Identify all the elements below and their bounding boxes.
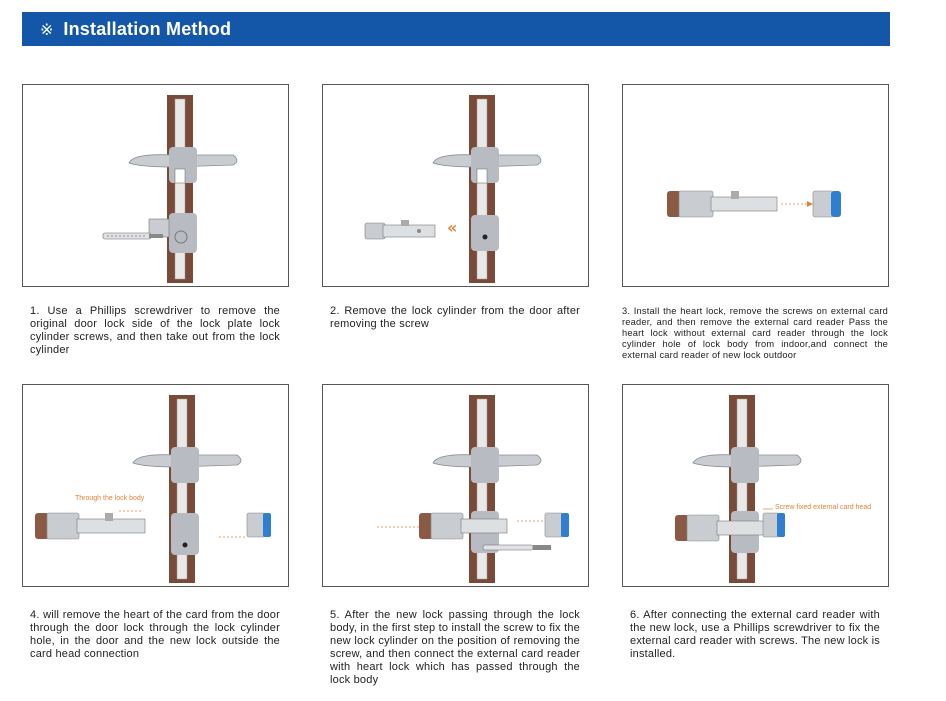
section-header (22, 12, 890, 46)
step-2-caption: 2. Remove the lock cylinder from the door after removing the screw (330, 305, 580, 330)
step-6-caption: 6. After connecting the external card reader with the new lock, use a Phillips screwdriver to fix the external card reader with screws. The new lock is installed. (630, 609, 880, 660)
step-1-caption: 1. Use a Phillips screwdriver to remove the original door lock side of the lock plate lock cylinder screws, and then take out from the lock cylinder (30, 305, 280, 356)
step-1-illustration (22, 84, 289, 287)
page-title: Installation Method (63, 18, 232, 39)
screw-fixed-annotation: Screw fixed external card head (775, 504, 872, 511)
through-lock-body-annotation: Through the lock body (75, 495, 145, 502)
step-2-illustration (322, 84, 589, 287)
step-5-illustration (322, 384, 589, 587)
step-3-illustration (622, 84, 889, 287)
reference-mark-icon: ※ (40, 19, 54, 39)
step-3-caption: 3. Install the heart lock, remove the screws on external card reader, and then remove the external card reader Pass the heart lock without external card reader through the lock cylinder hole of lock body from indoor,and connect the external card reader of new lock outdoor (622, 306, 888, 360)
arrow-left-icon: « (447, 218, 458, 237)
step-5-caption: 5. After the new lock passing through the lock body, in the first step to install the screw to fix the new lock cylinder on the position of removing the screw, and then connect the external card reader with heart lock which has passed through the lock body (330, 609, 580, 686)
step-6-illustration (622, 384, 889, 587)
step-4-illustration (22, 384, 289, 587)
step-4-caption: 4. will remove the heart of the card from the door through the door lock through the lock cylinder hole, in the door and the new lock outside the card head connection (30, 609, 280, 660)
